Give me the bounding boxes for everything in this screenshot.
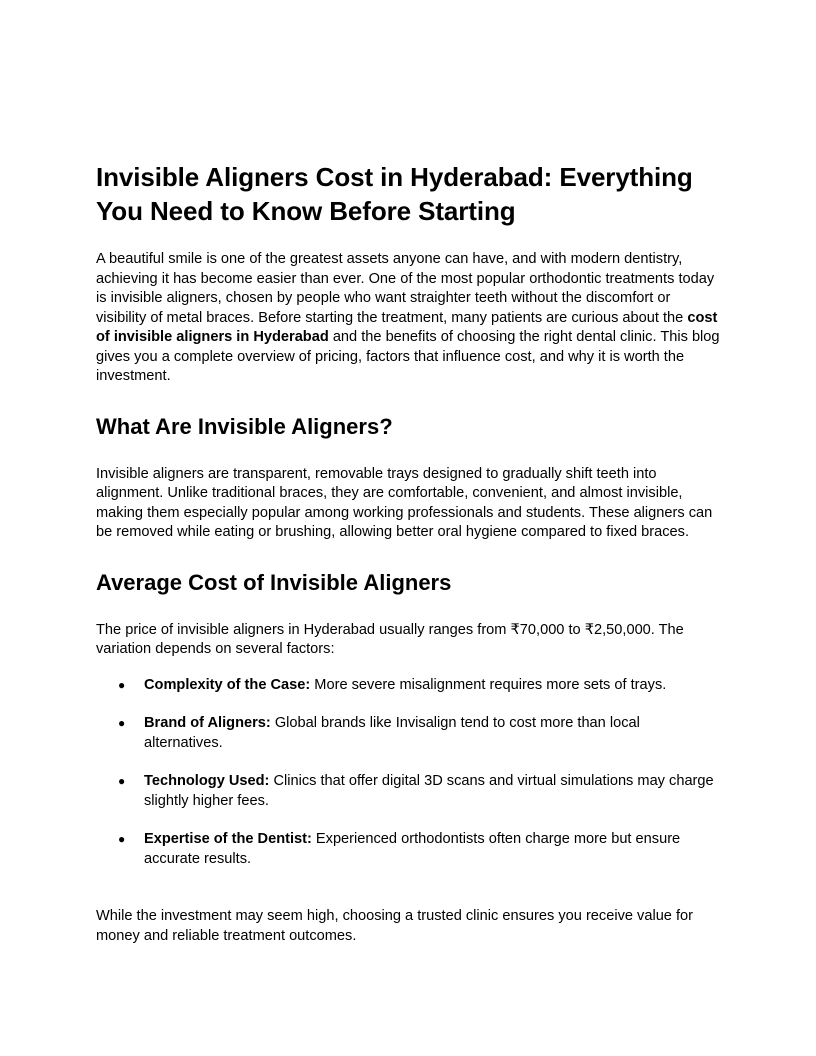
list-item-text: More severe misalignment requires more sets of trays. <box>310 676 667 693</box>
list-item <box>96 676 720 696</box>
document-body <box>96 160 720 946</box>
cost-factors-list <box>96 676 720 870</box>
bullet-icon: ● <box>118 832 126 846</box>
list-item <box>96 772 720 811</box>
section-cost-paragraph: The price of invisible aligners in Hyderabad usually ranges from ₹70,000 to ₹2,50,000. The variation depends on several factors: <box>96 621 684 657</box>
list-item-label: Complexity of the Case: <box>144 676 311 693</box>
intro-text-end: and the benefits of choosing the right dental clinic. This blog gives you a complete overview of pricing, factors that influence cost, and why it is worth the investment. <box>96 329 720 384</box>
list-item-label: Expertise of the Dentist: <box>144 831 312 847</box>
list-item-label: Brand of Aligners: <box>144 715 271 731</box>
list-item <box>96 714 720 753</box>
intro-text-start: A beautiful smile is one of the greatest assets anyone can have, and with modern dentistry, achieving it has become easier than ever. One of the most popular orthodontic treatments today is invisible aligners, chosen by people who want straighter teeth without the discomfort or visibility of metal braces. Before starting the treatment, many patients are curious about the <box>96 251 715 326</box>
intro-paragraph <box>96 250 720 387</box>
list-item <box>96 830 720 869</box>
list-item-text: Global brands like Invisalign tend to cost more than local alternatives. <box>144 715 640 751</box>
list-item-text: Experienced orthodontists often charge more but ensure accurate results. <box>144 831 681 867</box>
section-heading-cost <box>96 569 720 597</box>
section-heading-cost-text: Average Cost of Invisible Aligners <box>96 569 452 595</box>
bullet-icon: ● <box>118 716 126 730</box>
bullet-icon: ● <box>118 677 126 692</box>
section-heading-what-text: What Are Invisible Aligners? <box>96 413 393 439</box>
page-title: Invisible Aligners Cost in Hyderabad: Everything You Need to Know Before Starting <box>96 162 693 226</box>
list-item-label: Technology Used: <box>144 773 270 789</box>
list-item-text: Clinics that offer digital 3D scans and virtual simulations may charge slightly higher fees. <box>144 773 714 809</box>
closing-paragraph: While the investment may seem high, choosing a trusted clinic ensures you receive value for money and reliable treatment outcomes. <box>96 908 694 944</box>
bullet-icon: ● <box>118 774 126 788</box>
section-what-paragraph: Invisible aligners are transparent, removable trays designed to gradually shift teeth into alignment. Unlike traditional braces, they are comfortable, convenient, and almost invisible, making them especially popular among working professionals and students. These aligners can be removed while eating or brushing, allowing better oral hygiene compared to fixed braces. <box>96 465 713 540</box>
intro-bold-phrase: cost of invisible aligners in Hyderabad <box>96 309 718 345</box>
section-heading-what <box>96 413 720 441</box>
